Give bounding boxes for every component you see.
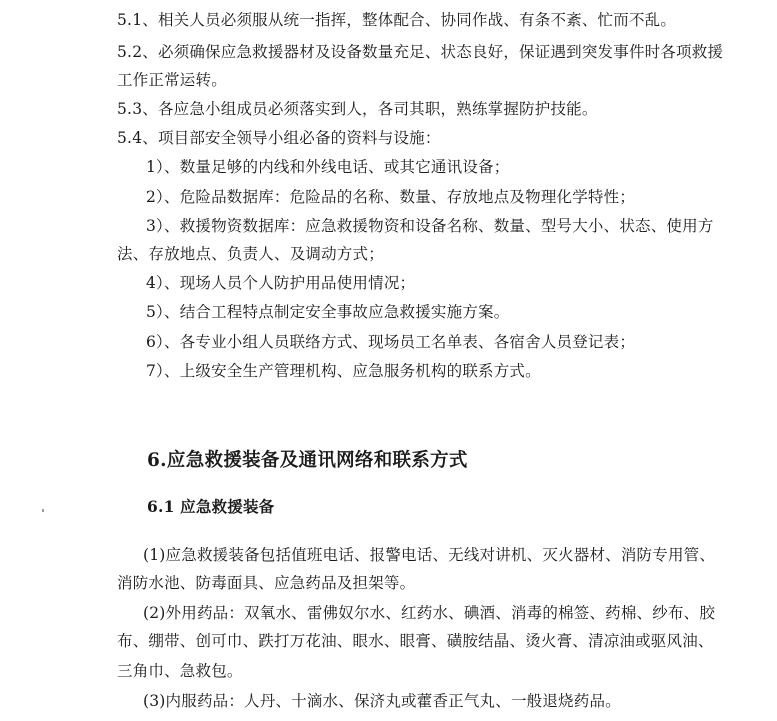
para-6-1-3-line-1: (3)内服药品：人丹、十滴水、保济丸或藿香正气丸、一般退烧药品。	[143, 692, 621, 710]
para-5-2-line-2: 工作正常运转。	[117, 71, 227, 89]
para-5-1: 5.1、相关人员必须服从统一指挥，整体配合、协同作战、有条不紊、忙而不乱。	[117, 11, 677, 29]
list-item-7: 7）、上级安全生产管理机构、应急服务机构的联系方式。	[146, 362, 541, 380]
para-5-4: 5.4、项目部安全领导小组必备的资料与设施：	[117, 129, 441, 147]
para-6-1-1-line-2: 消防水池、防毒面具、应急药品及担架等。	[117, 574, 416, 592]
margin-mark	[42, 509, 44, 512]
list-item-5: 5）、结合工程特点制定安全事故应急救援实施方案。	[146, 303, 510, 321]
para-5-2-line-1: 5.2、必须确保应急救援器材及设备数量充足、状态良好，保证遇到突发事件时各项救援	[117, 43, 724, 61]
list-item-2: 2）、危险品数据库：危险品的名称、数量、存放地点及物理化学特性；	[146, 188, 636, 206]
section-6-1-heading: 6.1 应急救援装备	[147, 497, 275, 516]
para-6-1-2-line-3: 三角巾、急救包。	[117, 662, 243, 680]
list-item-4: 4）、现场人员个人防护用品使用情况；	[146, 274, 416, 292]
para-6-1-1-line-1: (1)应急救援装备包括值班电话、报警电话、无线对讲机、灭火器材、消防专用管、	[143, 546, 716, 564]
para-5-3: 5.3、各应急小组成员必须落实到人，各司其职，熟练掌握防护技能。	[117, 100, 598, 118]
list-item-3-line-1: 3）、救援物资数据库：应急救援物资和设备名称、数量、型号大小、状态、使用方	[146, 217, 714, 235]
para-6-1-2-line-2: 布、绷带、创可巾、跌打万花油、眼水、眼膏、磺胺结晶、烫火膏、清凉油或驱风油、	[117, 632, 714, 650]
list-item-1: 1）、数量足够的内线和外线电话、或其它通讯设备；	[146, 158, 510, 176]
para-6-1-2-line-1: (2)外用药品：双氧水、雷佛奴尔水、红药水、碘酒、消毒的棉签、药棉、纱布、胶	[143, 604, 716, 622]
section-6-heading: 6.应急救援装备及通讯网络和联系方式	[147, 450, 468, 471]
list-item-3-line-2: 法、存放地点、负责人、及调动方式；	[117, 245, 384, 263]
list-item-6: 6）、各专业小组人员联络方式、现场员工名单表、各宿舍人员登记表；	[146, 333, 636, 351]
